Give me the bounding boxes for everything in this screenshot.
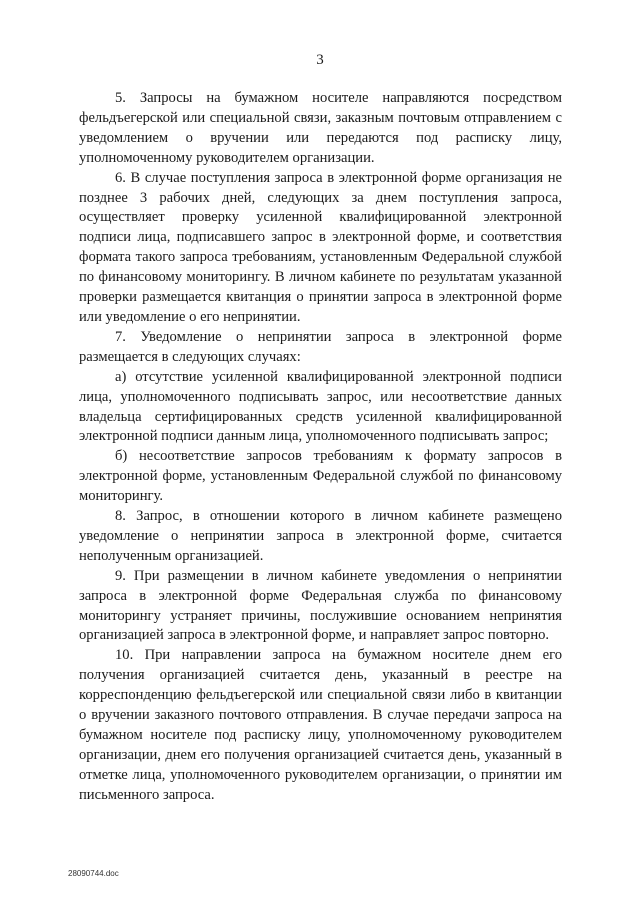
paragraph-10: 10. При направлении запроса на бумажном носителе днем его получения организацией считается день, указанный в реестре на корреспонденцию фельдъегерской или специальной связи либо в квитанции о вручении заказного почтового отправления. В случае передачи запроса на бумажном носителе под расписку лицу, уполномоченному руководителем организации, днем его получения организацией считается день, указанный в отметке лица, уполномоченного руководителем организации, о принятии им письменного запроса. bbox=[79, 647, 562, 803]
paragraph-5: 5. Запросы на бумажном носителе направляются посредством фельдъегерской или специальной связи, заказным почтовым отправлением с уведомлением о вручении или передаются под расписку лицу, уполномоченному руководителем организации. bbox=[79, 90, 562, 166]
paragraph-7-item-a: а) отсутствие усиленной квалифицированной электронной подписи лица, уполномоченного подписывать запрос, или несоответствие данных владельца сертифицированных средств усиленной квалифицированной электронной подписи данным лица, уполномоченного подписывать запрос; bbox=[79, 368, 562, 445]
paragraph-9: 9. При размещении в личном кабинете уведомления о непринятии запроса в электронной форме Федеральная служба по финансовому мониторингу устраняет причины, послужившие основанием непринятия организацией запроса в электронной форме, и направляет запрос повторно. bbox=[79, 567, 562, 644]
page-number: 3 bbox=[316, 52, 324, 68]
document-body bbox=[79, 89, 562, 806]
paragraph-7-item-b: б) несоответствие запросов требованиям к формату запросов в электронной форме, установленным Федеральной службой по финансовому мониторингу. bbox=[79, 448, 562, 505]
paragraph-7: 7. Уведомление о непринятии запроса в электронной форме размещается в следующих случаях: bbox=[79, 328, 562, 365]
footer-filename: 28090744.doc bbox=[68, 869, 119, 878]
paragraph-6: 6. В случае поступления запроса в электронной форме организация не позднее 3 рабочих дней, следующих за днем поступления запроса, осуществляет проверку усиленной квалифицированной электронной подписи лица, подписавшего запрос в электронной форме, и соответствия формата такого запроса требованиям, установленным Федеральной службой по финансовому мониторингу. В личном кабинете по результатам указанной проверки размещается квитанция о принятии запроса в электронной форме или уведомление о его непринятии. bbox=[79, 169, 562, 325]
paragraph-8: 8. Запрос, в отношении которого в личном кабинете размещено уведомление о непринятии запроса в электронной форме, считается неполученным организацией. bbox=[79, 508, 562, 564]
